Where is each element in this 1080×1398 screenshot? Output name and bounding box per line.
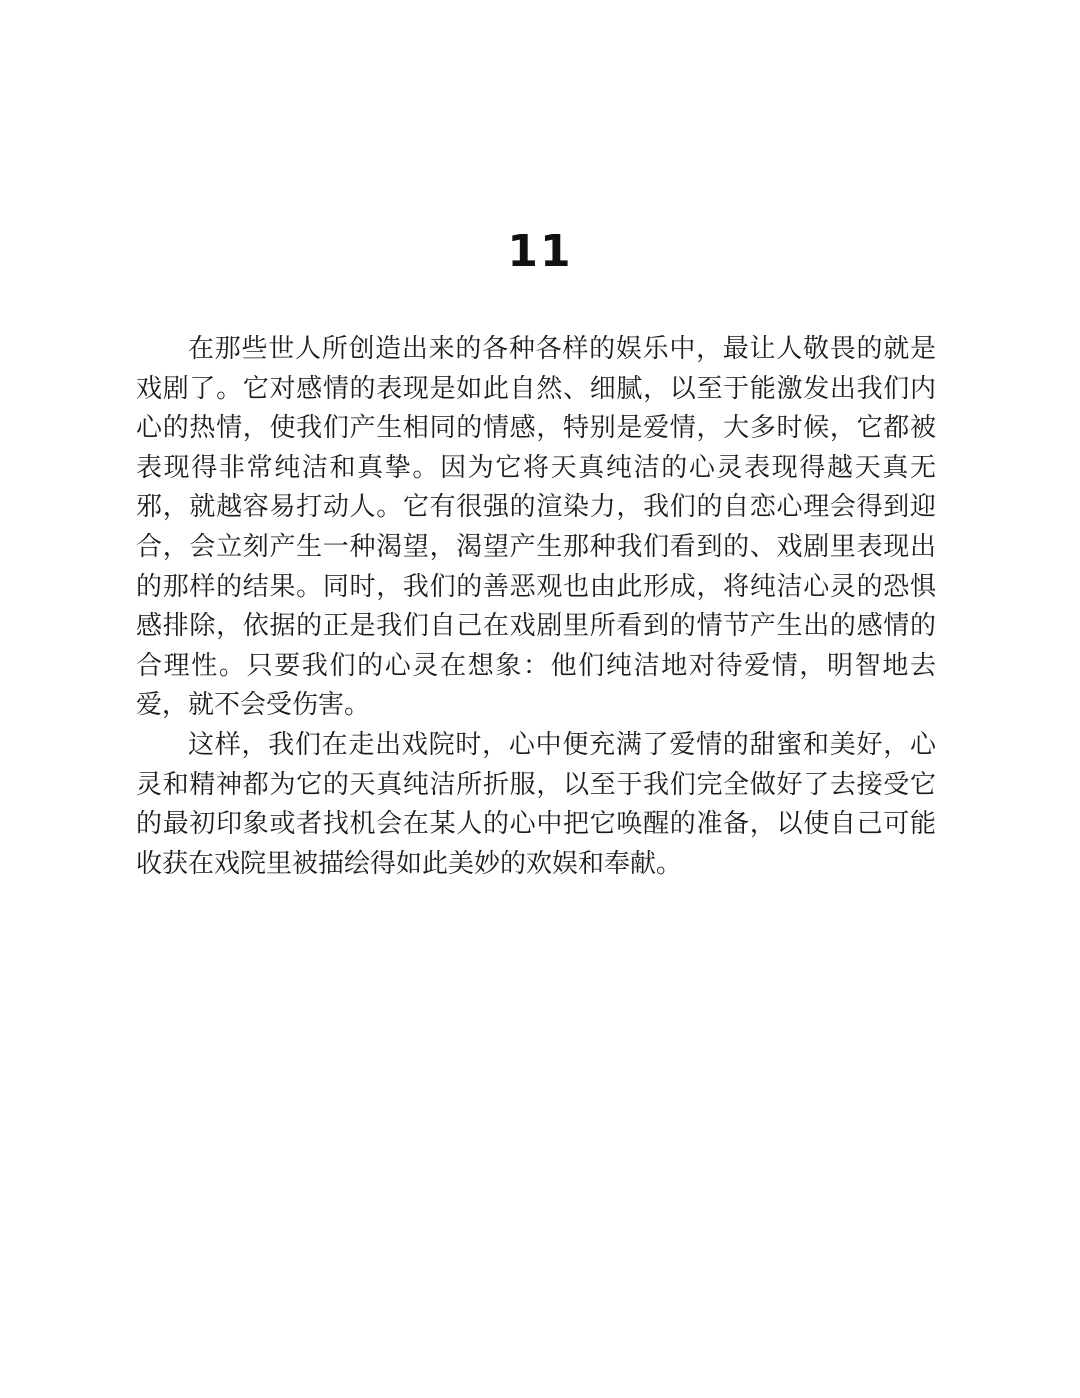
paragraph: 在那些世人所创造出来的各种各样的娱乐中，最让人敬畏的就是戏剧了。它对感情的表现是如此自然、细腻，以至于能激发出我们内心的热情，使我们产生相同的情感，特别是爱情，大多时候，它都被表现得非常纯洁和真挚。因为它将天真纯洁的心灵表现得越天真无邪，就越容易打动人。它有很强的渲染力，我们的自恋心理会得到迎合，会立刻产生一种渴望，渴望产生那种我们看到的、戏剧里表现出的那样的结果。同时，我们的善恶观也由此形成，将纯洁心灵的恐惧感排除，依据的正是我们自己在戏剧里所看到的情节产生出的感情的合理性。只要我们的心灵在想象：他们纯洁地对待爱情，明智地去爱，就不会受伤害。 — [136, 334, 936, 721]
chapter-number: 11 — [507, 226, 573, 277]
chapter-body — [136, 330, 936, 884]
paragraph: 这样，我们在走出戏院时，心中便充满了爱情的甜蜜和美好，心灵和精神都为它的天真纯洁所折服，以至于我们完全做好了去接受它的最初印象或者找机会在某人的心中把它唤醒的准备，以使自己可能收获在戏院里被描绘得如此美妙的欢娱和奉献。 — [136, 729, 936, 879]
